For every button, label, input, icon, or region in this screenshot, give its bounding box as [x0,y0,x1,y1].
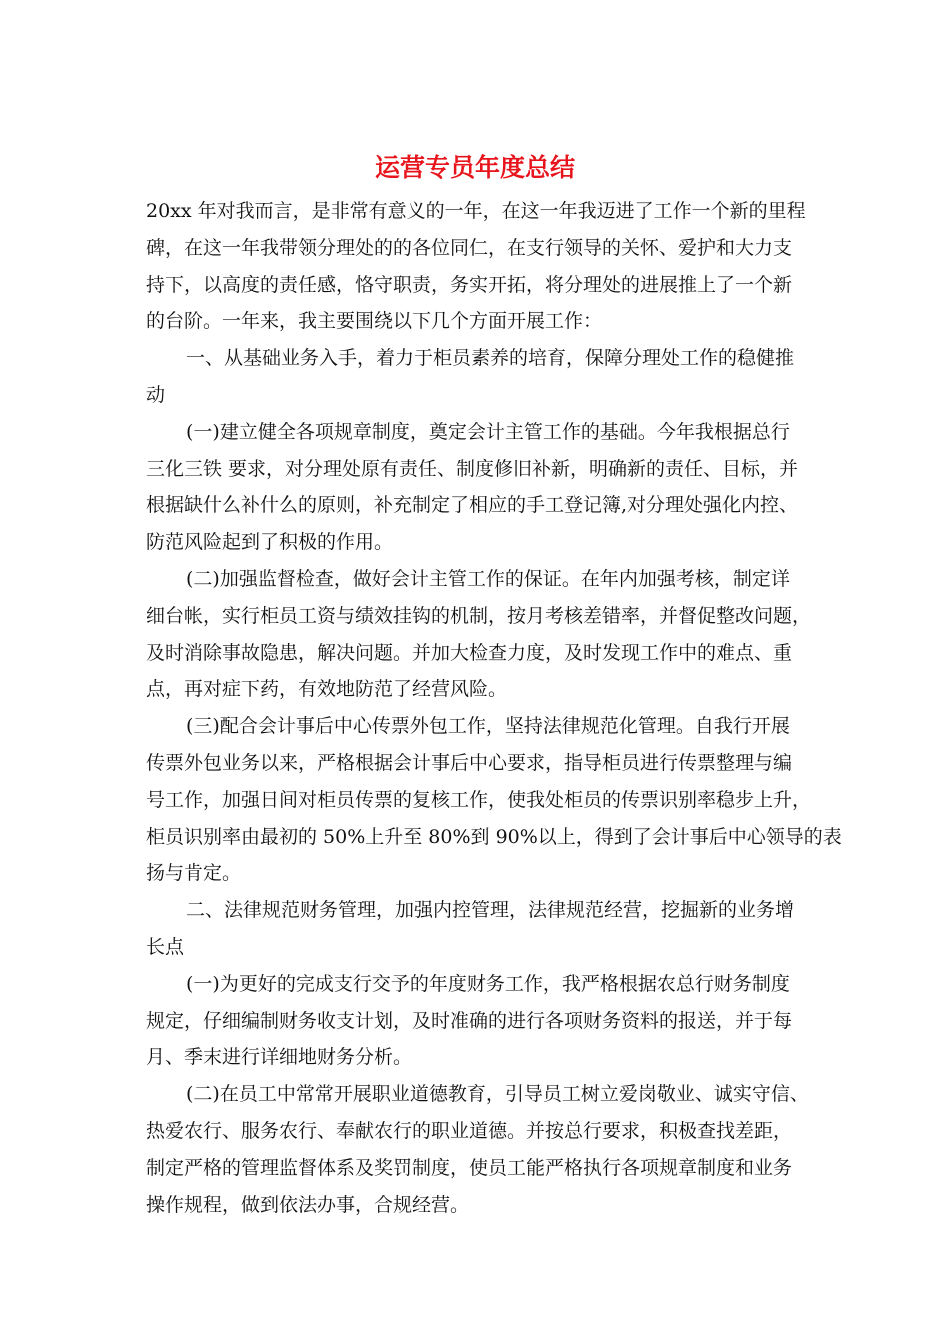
text-line: 一、从基础业务入手，着力于柜员素养的培育，保障分理处工作的稳健推 [186,347,795,370]
section-heading-2 [146,892,826,966]
text-line: 根据缺什么补什么的原则，补充制定了相应的手工登记簿,对分理处强化内控、 [146,494,799,517]
text-line: (三)配合会计事后中心传票外包工作，坚持法律规范化管理。自我行开展 [186,715,790,738]
text-line: 传票外包业务以来，严格根据会计事后中心要求，指导柜员进行传票整理与编 [146,751,793,774]
text-line: 碑，在这一年我带领分理处的的各位同仁，在支行领导的关怀、爱护和大力支 [146,236,793,259]
paragraph-intro [146,193,826,340]
text-line: 点，再对症下药，有效地防范了经营风险。 [146,678,508,701]
text-line: 的台阶。一年来，我主要围绕以下几个方面开展工作： [146,310,603,333]
text-line: 持下，以高度的责任感，恪守职责，务实开拓，将分理处的进展推上了一个新 [146,273,793,296]
text-line: (二)加强监督检查，做好会计主管工作的保证。在年内加强考核，制定详 [186,567,790,590]
text-line: 二、法律规范财务管理，加强内控管理，法律规范经营，挖掘新的业务增 [186,899,795,922]
paragraph-2-1 [146,966,826,1076]
text-line: 号工作，加强日间对柜员传票的复核工作，使我处柜员的传票识别率稳步上升， [146,788,812,811]
text-line: 扬与肯定。 [146,862,242,885]
text-line: (二)在员工中常常开展职业道德教育，引导员工树立爱岗敬业、诚实守信、 [186,1083,809,1106]
text-line: 操作规程，做到依法办事，合规经营。 [146,1193,470,1216]
paragraph-1-1 [146,414,826,561]
text-line: 及时消除事故隐患，解决问题。并加大检查力度，及时发现工作中的难点、重 [146,641,793,664]
text-line: (一)建立健全各项规章制度，奠定会计主管工作的基础。今年我根据总行 [186,420,790,443]
text-line: 细台帐，实行柜员工资与绩效挂钩的机制，按月考核差错率，并督促整改问题， [146,604,812,627]
text-line: 制定严格的管理监督体系及奖罚制度，使员工能严格执行各项规章制度和业务 [146,1156,793,1179]
text-line: 三化三铁 要求，对分理处原有责任、制度修旧补新，明确新的责任、目标，并 [146,457,799,480]
text-line: 动 [146,383,166,406]
text-line: 柜员识别率由最初的 50%上升至 80%到 90%以上，得到了会计事后中心领导的表 [146,825,842,848]
text-line: 防范风险起到了积极的作用。 [146,531,394,554]
text-line: 热爱农行、服务农行、奉献农行的职业道德。并按总行要求，积极查找差距， [146,1119,793,1142]
text-line: 月、季末进行详细地财务分析。 [146,1046,413,1069]
document-body [146,193,842,1223]
text-line: 20xx 年对我而言，是非常有意义的一年，在这一年我迈进了工作一个新的里程 [146,200,806,222]
paragraph-1-3 [146,708,842,892]
text-line: 长点 [146,935,185,958]
document-title: 运营专员年度总结 [374,153,575,182]
section-heading-1 [146,340,826,414]
paragraph-1-2 [146,561,826,708]
text-line: (一)为更好的完成支行交予的年度财务工作，我严格根据农总行财务制度 [186,972,790,995]
text-line: 规定，仔细编制财务收支计划，及时准确的进行各项财务资料的报送，并于每 [146,1009,793,1032]
paragraph-2-2 [146,1076,826,1223]
